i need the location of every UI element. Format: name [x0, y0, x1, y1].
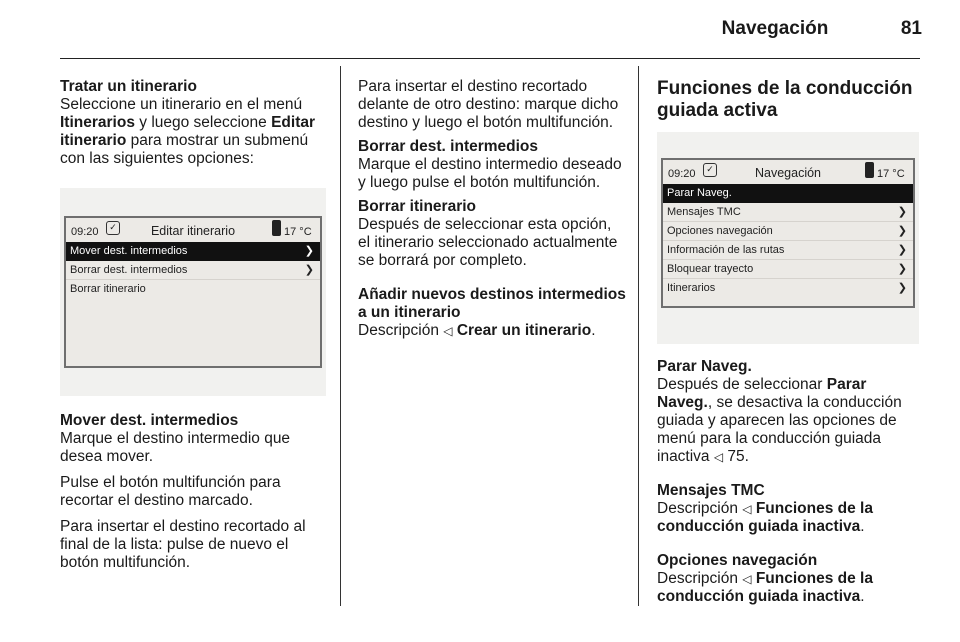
chevron-right-icon: ❯ — [897, 244, 907, 256]
menu-row: Bloquear trayecto ❯ — [663, 260, 913, 279]
subsection-heading: Borrar itinerario — [358, 198, 477, 215]
menu-row: Parar Naveg. — [663, 184, 913, 203]
menu-row: Borrar dest. intermedios ❯ — [66, 261, 320, 280]
chevron-right-icon: ❯ — [304, 245, 314, 257]
page-number: 81 — [900, 18, 922, 39]
cross-reference-arrow-icon: ◁ — [713, 450, 724, 464]
navigation-icon: ✓ — [106, 221, 120, 235]
cross-reference-link[interactable]: Funciones de la conducción guiada inactiva — [657, 500, 873, 535]
thermometer-icon — [865, 162, 874, 178]
chevron-right-icon: ❯ — [897, 282, 907, 294]
subsection-heading: Parar Naveg. — [657, 358, 752, 375]
subsection-heading: Mensajes TMC — [657, 482, 765, 499]
chevron-right-icon: ❯ — [304, 264, 314, 276]
column-1: Tratar un itinerario Seleccione un itinerario en el menú Itinerarios y luego seleccione Editar itinerario para mostrar un submenú con las siguientes opciones: 09:20 ✓ Editar itinerario 17 °C Mover dest. intermedios ❯ Borrar dest. intermedios ❯ Borrar itinerario Mover dest. intermedios Marque el destino intermedio que desea mover. Pulse el botón multifunción para recortar el destino marcado. Para insertar el destino recortado al final de la lista: pulse de nuevo el botón multifunción. — [60, 78, 326, 580]
column-3: Funciones de la conducción guiada activa 09:20 ✓ Navegación 17 °C Parar Naveg. Mensajes TMC ❯ Opciones navegación ❯ Información de las rutas ❯ Bloquear trayecto ❯ Itinerarios ❯ Parar Naveg. Después de seleccionar Parar Naveg., se desactiva la conducción guiada y aparecen las opciones de menú para la conducción guiada inactiva ◁ 75. Mensajes TMC Descripción ◁ Funciones de la conducción guiada inactiva. Opciones navegación Descripción ◁ Funciones de la conducción guiada inactiva. — [657, 78, 923, 614]
device-screen-image: 09:20 ✓ Editar itinerario 17 °C Mover dest. intermedios ❯ Borrar dest. intermedios ❯ Borrar itinerario — [60, 188, 326, 396]
thermometer-icon — [272, 220, 281, 236]
cross-reference-arrow-icon: ◁ — [742, 502, 752, 516]
chevron-right-icon: ❯ — [897, 263, 907, 275]
cross-reference-arrow-icon: ◁ — [443, 324, 453, 338]
menu-row: Información de las rutas ❯ — [663, 241, 913, 260]
navigation-icon: ✓ — [703, 163, 717, 177]
menu-row: Opciones navegación ❯ — [663, 222, 913, 241]
column-divider-2 — [638, 66, 639, 606]
column-divider-1 — [340, 66, 341, 606]
menu-row: Borrar itinerario — [70, 283, 146, 295]
header-rule — [60, 58, 920, 59]
menu-row: Itinerarios ❯ — [663, 279, 913, 298]
menu-row: Mover dest. intermedios ❯ — [66, 242, 320, 261]
subsection-heading: Borrar dest. intermedios — [358, 138, 539, 155]
header-title: Navegación — [721, 18, 829, 39]
section-heading: Tratar un itinerario — [60, 78, 197, 95]
section-heading: Funciones de la conducción guiada activa — [657, 78, 913, 121]
cross-reference-arrow-icon: ◁ — [742, 572, 752, 586]
chevron-right-icon: ❯ — [897, 225, 907, 237]
subsection-heading: Añadir nuevos destinos intermedios a un itinerario — [358, 286, 626, 321]
subsection-heading: Mover dest. intermedios — [60, 412, 239, 429]
cross-reference-link[interactable]: Funciones de la conducción guiada inactiva — [657, 570, 873, 605]
menu-row: Mensajes TMC ❯ — [663, 203, 913, 222]
subsection-heading: Opciones navegación — [657, 552, 818, 569]
chevron-right-icon: ❯ — [897, 206, 907, 218]
page-reference[interactable]: 75. — [723, 448, 749, 465]
column-2: Para insertar el destino recortado delante de otro destino: marque dicho destino y luego el botón multifunción. Borrar dest. intermedios Marque el destino intermedio deseado y luego pulse el botón multifunción. Borrar itinerario Después de seleccionar esta opción, el itinerario seleccionado actualmente se borrará por completo. Añadir nuevos destinos intermedios a un itinerario Descripción ◁ Crear un itinerario. — [358, 78, 626, 339]
cross-reference-link[interactable]: Crear un itinerario — [456, 322, 592, 339]
device-screen-image: 09:20 ✓ Navegación 17 °C Parar Naveg. Mensajes TMC ❯ Opciones navegación ❯ Información de las rutas ❯ Bloquear trayecto ❯ Itinerarios ❯ — [657, 132, 919, 344]
